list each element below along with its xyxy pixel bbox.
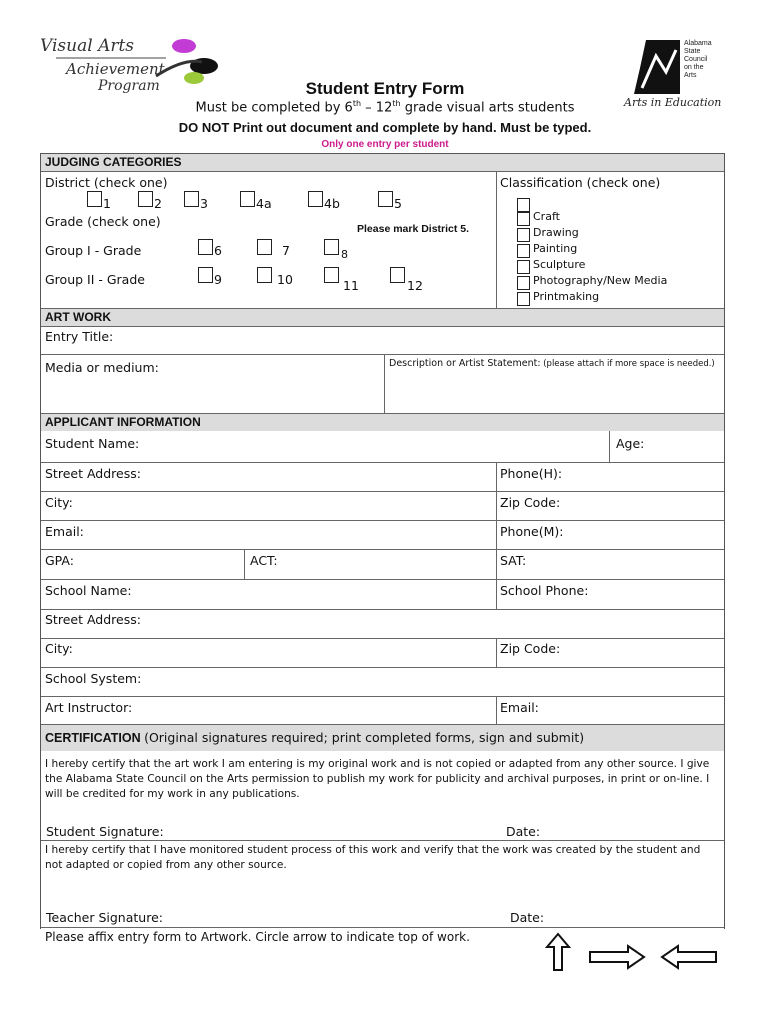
painting-label: Painting <box>533 242 578 255</box>
teacher-date-field[interactable]: Date: <box>510 910 545 925</box>
teacher-signature-field[interactable]: Teacher Signature: <box>46 910 163 925</box>
judging-categories-band: JUDGING CATEGORIES <box>41 154 724 171</box>
district-3-label: 3 <box>200 196 208 211</box>
school-phone-field[interactable]: School Phone: <box>500 583 589 598</box>
district-1-checkbox[interactable] <box>87 191 102 207</box>
logo-underline <box>56 56 166 60</box>
city-field[interactable]: City: <box>45 495 73 510</box>
media-field[interactable]: Media or medium: <box>45 360 159 375</box>
grade-12-checkbox[interactable] <box>390 267 405 283</box>
district-2-checkbox[interactable] <box>138 191 153 207</box>
district-4b-checkbox[interactable] <box>308 191 323 207</box>
mobile-phone-field[interactable]: Phone(M): <box>500 524 564 539</box>
arts-in-education-tagline: Arts in Education <box>624 96 722 109</box>
grade-11-checkbox[interactable] <box>324 267 339 283</box>
drawing-label: Drawing <box>533 226 579 239</box>
student-certification-statement: I hereby certify that the art work I am entering is my original work and is not copied or adapted from any other source. I give the Alabama State Council on the Arts permission to publish my work for publicity and archival purposes, in print or on-line. I will be credited for my work in any publications. <box>45 758 710 800</box>
grade-7-checkbox[interactable] <box>257 239 272 255</box>
entry-title-field[interactable]: Entry Title: <box>45 329 114 344</box>
school-zip-field[interactable]: Zip Code: <box>500 641 561 656</box>
grade-12-label: 12 <box>407 278 423 293</box>
grade-9-label: 9 <box>214 272 222 287</box>
entry-form <box>40 153 725 751</box>
district-4b-label: 4b <box>324 196 340 211</box>
group-2-label: Group II - Grade <box>45 272 145 287</box>
painting-checkbox[interactable] <box>517 244 530 258</box>
district-5-checkbox[interactable] <box>378 191 393 207</box>
arrow-right-icon[interactable] <box>588 944 646 970</box>
asca-name: Alabama State Council on the Arts <box>684 40 712 79</box>
age-field[interactable]: Age: <box>616 436 645 451</box>
page-title: Student Entry Form <box>305 79 465 98</box>
grade-9-checkbox[interactable] <box>198 267 213 283</box>
district-2-label: 2 <box>154 196 162 211</box>
school-city-field[interactable]: City: <box>45 641 73 656</box>
certification-section <box>40 751 725 929</box>
logo-line-1: Visual Arts <box>40 36 135 56</box>
photography-checkbox[interactable] <box>517 276 530 290</box>
sat-field[interactable]: SAT: <box>500 553 527 568</box>
description-field[interactable]: Description or Artist Statement: (please attach if more space is needed.) <box>389 358 715 369</box>
grade-6-checkbox[interactable] <box>198 239 213 255</box>
act-field[interactable]: ACT: <box>250 553 278 568</box>
student-name-field[interactable]: Student Name: <box>45 436 140 451</box>
school-street-field[interactable]: Street Address: <box>45 612 141 627</box>
arrow-left-icon[interactable] <box>660 944 718 970</box>
photography-label: Photography/New Media <box>533 274 668 287</box>
grade-11-label: 11 <box>343 278 359 293</box>
district-label: District (check one) <box>45 175 168 190</box>
instructor-email-field[interactable]: Email: <box>500 700 539 715</box>
email-field[interactable]: Email: <box>45 524 84 539</box>
district-1-label: 1 <box>103 196 111 211</box>
certification-band: CERTIFICATION (Original signatures required; print completed forms, sign and submit) <box>41 725 724 751</box>
school-system-field[interactable]: School System: <box>45 671 142 686</box>
district-4a-checkbox[interactable] <box>240 191 255 207</box>
applicant-information-band: APPLICANT INFORMATION <box>41 414 724 431</box>
art-work-band: ART WORK <box>41 309 724 326</box>
logo-line-3: Program <box>98 78 160 94</box>
gpa-field[interactable]: GPA: <box>45 553 74 568</box>
grade-label: Grade (check one) <box>45 214 161 229</box>
art-instructor-field[interactable]: Art Instructor: <box>45 700 133 715</box>
footer-instruction: Please affix entry form to Artwork. Circle arrow to indicate top of work. <box>45 930 470 944</box>
grade-10-label: 10 <box>277 272 293 287</box>
typing-instruction: DO NOT Print out document and complete by hand. Must be typed. <box>178 120 592 135</box>
group-1-label: Group I - Grade <box>45 243 142 258</box>
district-3-checkbox[interactable] <box>184 191 199 207</box>
sculpture-checkbox[interactable] <box>517 260 530 274</box>
district-5-note: Please mark District 5. <box>357 223 470 235</box>
teacher-certification-statement: I hereby certify that I have monitored student process of this work and verify that the work was created by the student and not adapted or copied from any other source. <box>45 844 701 871</box>
classification-blank-checkbox[interactable] <box>517 198 530 212</box>
district-4a-label: 4a <box>256 196 272 211</box>
grade-8-label: 8 <box>341 248 348 261</box>
home-phone-field[interactable]: Phone(H): <box>500 466 563 481</box>
street-address-field[interactable]: Street Address: <box>45 466 141 481</box>
entry-limit-note: Only one entry per student <box>321 139 449 150</box>
grade-6-label: 6 <box>214 243 222 258</box>
grade-10-checkbox[interactable] <box>257 267 272 283</box>
classification-label: Classification (check one) <box>500 175 661 190</box>
craft-checkbox[interactable] <box>517 212 530 226</box>
sculpture-label: Sculpture <box>533 258 586 271</box>
drawing-checkbox[interactable] <box>517 228 530 242</box>
zip-code-field[interactable]: Zip Code: <box>500 495 561 510</box>
printmaking-label: Printmaking <box>533 290 600 303</box>
craft-label: Craft <box>533 210 560 223</box>
district-5-label: 5 <box>394 196 402 211</box>
grade-requirement: Must be completed by 6th – 12th grade visual arts students <box>195 99 575 116</box>
student-date-field[interactable]: Date: <box>506 824 541 839</box>
logo-line-2: Achievement <box>66 60 165 78</box>
school-name-field[interactable]: School Name: <box>45 583 132 598</box>
grade-7-label: 7 <box>282 243 290 258</box>
printmaking-checkbox[interactable] <box>517 292 530 306</box>
student-signature-field[interactable]: Student Signature: <box>46 824 164 839</box>
arrow-up-icon[interactable] <box>544 932 572 972</box>
grade-8-checkbox[interactable] <box>324 239 339 255</box>
